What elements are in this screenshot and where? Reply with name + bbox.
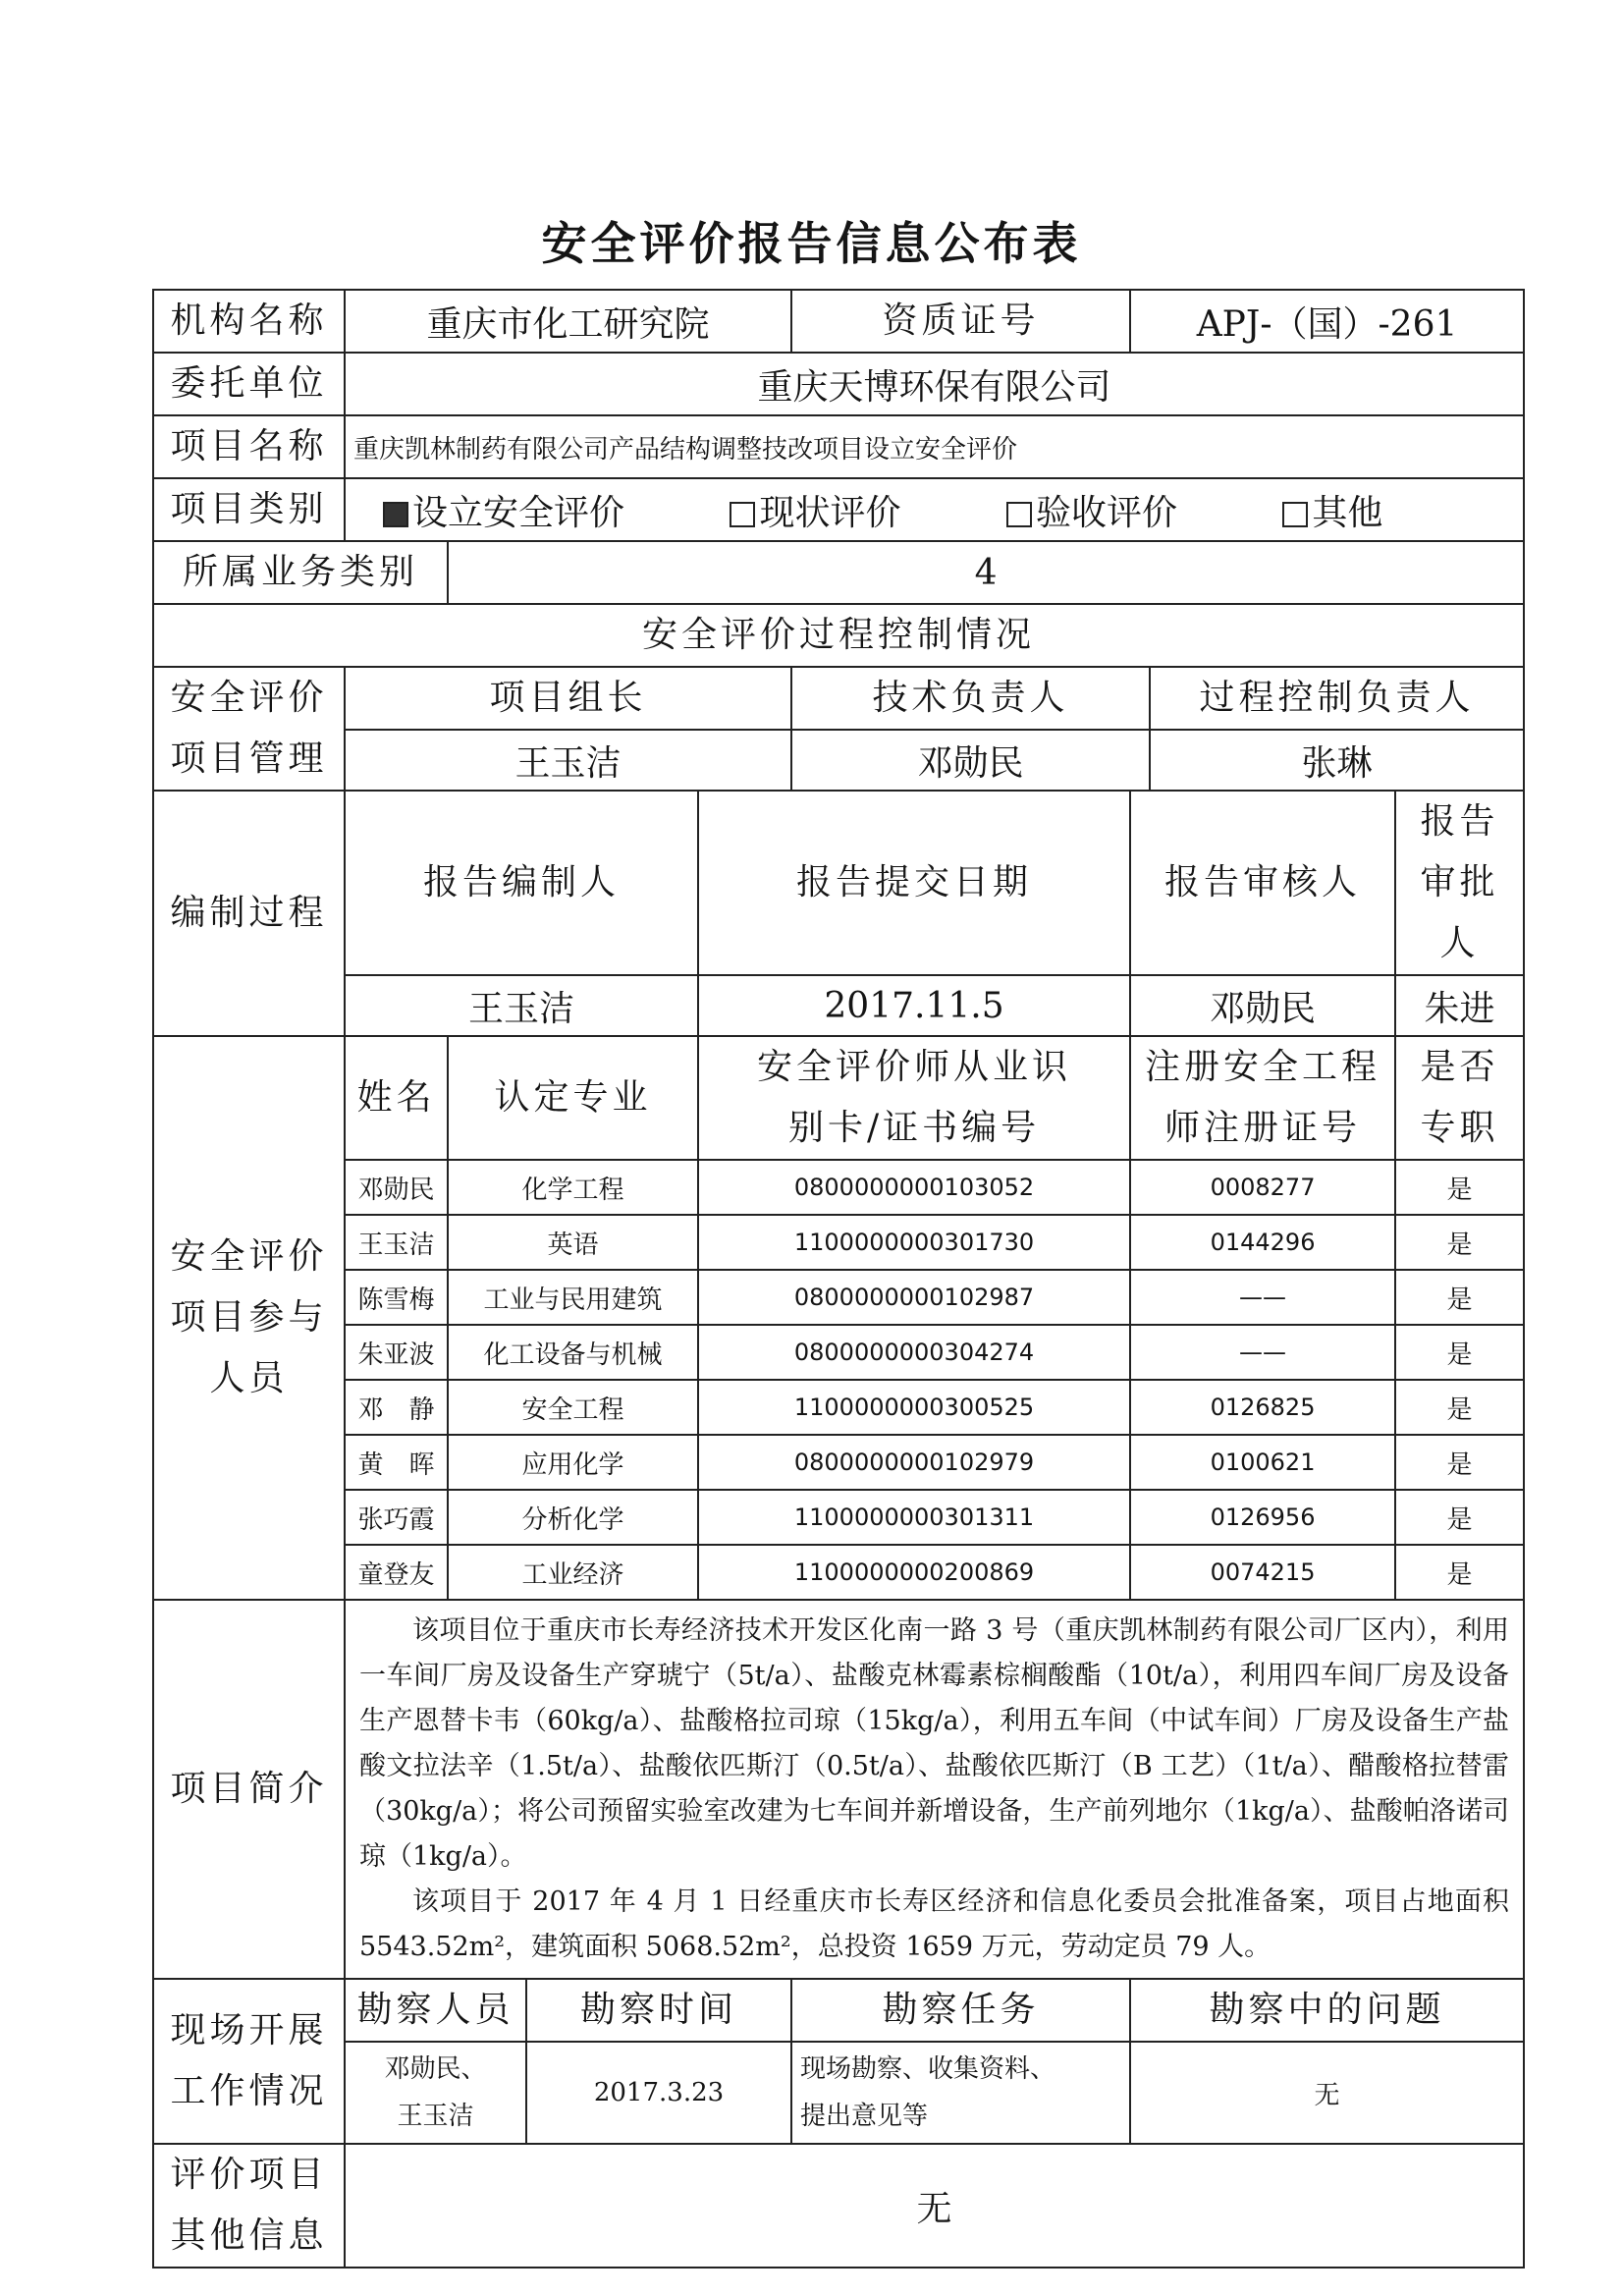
org-name-label: 机构名称: [153, 290, 345, 353]
control-header: 过程控制负责人: [1150, 667, 1524, 730]
reviewer-value: 邓勋民: [1130, 975, 1395, 1036]
site-staff-value: 邓勋民、 王玉洁: [345, 2042, 526, 2144]
type-option-acceptance: 验收评价: [1006, 485, 1177, 535]
site-staff-header: 勘察人员: [345, 1979, 526, 2042]
leader-value: 王玉洁: [345, 730, 791, 791]
type-option-setup: 设立安全评价: [383, 485, 624, 535]
project-name-label: 项目名称: [153, 415, 345, 478]
col-specialty-header: 认定专业: [448, 1036, 698, 1160]
site-date-header: 勘察时间: [526, 1979, 791, 2042]
submit-date-value: 2017.11.5: [698, 975, 1130, 1036]
cert-label: 资质证号: [791, 290, 1130, 353]
management-label: 安全评价 项目管理: [153, 667, 345, 791]
table-row: 黄 晖 应用化学 0800000000102979 0100621 是: [153, 1435, 1524, 1490]
submit-date-header: 报告提交日期: [698, 791, 1130, 975]
other-label: 评价项目 其他信息: [153, 2144, 345, 2268]
approver-header: 报告审批人: [1395, 791, 1524, 975]
tech-header: 技术负责人: [791, 667, 1150, 730]
site-task-header: 勘察任务: [791, 1979, 1130, 2042]
checkbox-icon: [730, 502, 755, 527]
other-value: 无: [345, 2144, 1524, 2268]
project-name-row: [153, 415, 1524, 478]
cert-value: APJ-（国）-261: [1130, 290, 1524, 353]
process-section-row: [153, 604, 1524, 667]
client-label: 委托单位: [153, 353, 345, 415]
management-header-row: [153, 667, 1524, 730]
project-type-row: [153, 478, 1524, 541]
table-row: 童登友 工业经济 1100000000200869 0074215 是: [153, 1545, 1524, 1600]
table-row: 张巧霞 分析化学 1100000000301311 0126956 是: [153, 1490, 1524, 1545]
col-card-header: 安全评价师从业识 别卡/证书编号: [698, 1036, 1130, 1160]
intro-row: [153, 1600, 1524, 1979]
participants-header-row: [153, 1036, 1524, 1160]
project-name-value: 重庆凯林制药有限公司产品结构调整技改项目设立安全评价: [345, 415, 1524, 478]
compiler-value: 王玉洁: [345, 975, 698, 1036]
col-name-header: 姓名: [345, 1036, 448, 1160]
site-label: 现场开展 工作情况: [153, 1979, 345, 2144]
biz-label: 所属业务类别: [153, 541, 448, 604]
type-option-status: 现状评价: [730, 485, 900, 535]
management-value-row: [153, 730, 1524, 791]
participants-label: 安全评价 项目参与 人员: [153, 1036, 345, 1600]
site-issue-header: 勘察中的问题: [1130, 1979, 1524, 2042]
intro-text: [345, 1600, 1524, 1979]
info-table: [152, 289, 1525, 2269]
leader-header: 项目组长: [345, 667, 791, 730]
checked-box-icon: [383, 502, 408, 527]
table-row: 邓 静 安全工程 1100000000300525 0126825 是: [153, 1380, 1524, 1435]
table-row: 陈雪梅 工业与民用建筑 0800000000102987 —— 是: [153, 1270, 1524, 1325]
site-issue-value: 无: [1130, 2042, 1524, 2144]
site-task-value: 现场勘察、收集资料、 提出意见等: [791, 2042, 1130, 2144]
client-value: 重庆天博环保有限公司: [345, 353, 1524, 415]
compile-value-row: [153, 975, 1524, 1036]
tech-value: 邓勋民: [791, 730, 1150, 791]
org-name-value: 重庆市化工研究院: [345, 290, 791, 353]
page-title: 安全评价报告信息公布表: [541, 217, 1082, 270]
approver-value: 朱进: [1395, 975, 1524, 1036]
compile-header-row: [153, 791, 1524, 975]
site-date-value: 2017.3.23: [526, 2042, 791, 2144]
site-header-row: [153, 1979, 1524, 2042]
reviewer-header: 报告审核人: [1130, 791, 1395, 975]
table-row: 朱亚波 化工设备与机械 0800000000304274 —— 是: [153, 1325, 1524, 1380]
client-row: [153, 353, 1524, 415]
project-type-label: 项目类别: [153, 478, 345, 541]
col-reg-header: 注册安全工程 师注册证号: [1130, 1036, 1395, 1160]
biz-row: [153, 541, 1524, 604]
compiler-header: 报告编制人: [345, 791, 698, 975]
intro-paragraph-2: 该项目于 2017 年 4 月 1 日经重庆市长寿区经济和信息化委员会批准备案，项目占地面积 5543.52m²，建筑面积 5068.52m²，总投资 1659 万元，劳动定员 79 人。: [359, 1886, 1510, 1962]
site-value-row: [153, 2042, 1524, 2144]
checkbox-icon: [1282, 502, 1308, 527]
type-option-other: 其他: [1282, 485, 1382, 535]
other-row: [153, 2144, 1524, 2268]
intro-paragraph-1: 该项目位于重庆市长寿经济技术开发区化南一路 3 号（重庆凯林制药有限公司厂区内），利用一车间厂房及设备生产穿琥宁（5t/a）、盐酸克林霉素棕榈酸酯（10t/a），利用四车间厂房及设备生产恩替卡韦（60kg/a）、盐酸格拉司琼（15kg/a），利用五车间（中试车间）厂房及设备生产盐酸文拉法辛（1.5t/a）、盐酸依匹斯汀（0.5t/a）、盐酸依匹斯汀（B 工艺）（1t/a）、醋酸格拉替雷（30kg/a）；将公司预留实验室改建为七车间并新增设备，生产前列地尔（1kg/a）、盐酸帕洛诺司琼（1kg/a）。: [359, 1615, 1510, 1872]
checkbox-icon: [1006, 502, 1032, 527]
table-row: 王玉洁 英语 1100000000301730 0144296 是: [153, 1215, 1524, 1270]
control-value: 张琳: [1150, 730, 1524, 791]
biz-value: 4: [448, 541, 1524, 604]
org-row: [153, 290, 1524, 353]
project-type-options: [345, 478, 1524, 541]
col-fulltime-header: 是否 专职: [1395, 1036, 1524, 1160]
process-section-title: 安全评价过程控制情况: [153, 604, 1524, 667]
table-row: 邓勋民 化学工程 0800000000103052 0008277 是: [153, 1160, 1524, 1215]
intro-label: 项目简介: [153, 1600, 345, 1979]
compile-label: 编制过程: [153, 791, 345, 1036]
